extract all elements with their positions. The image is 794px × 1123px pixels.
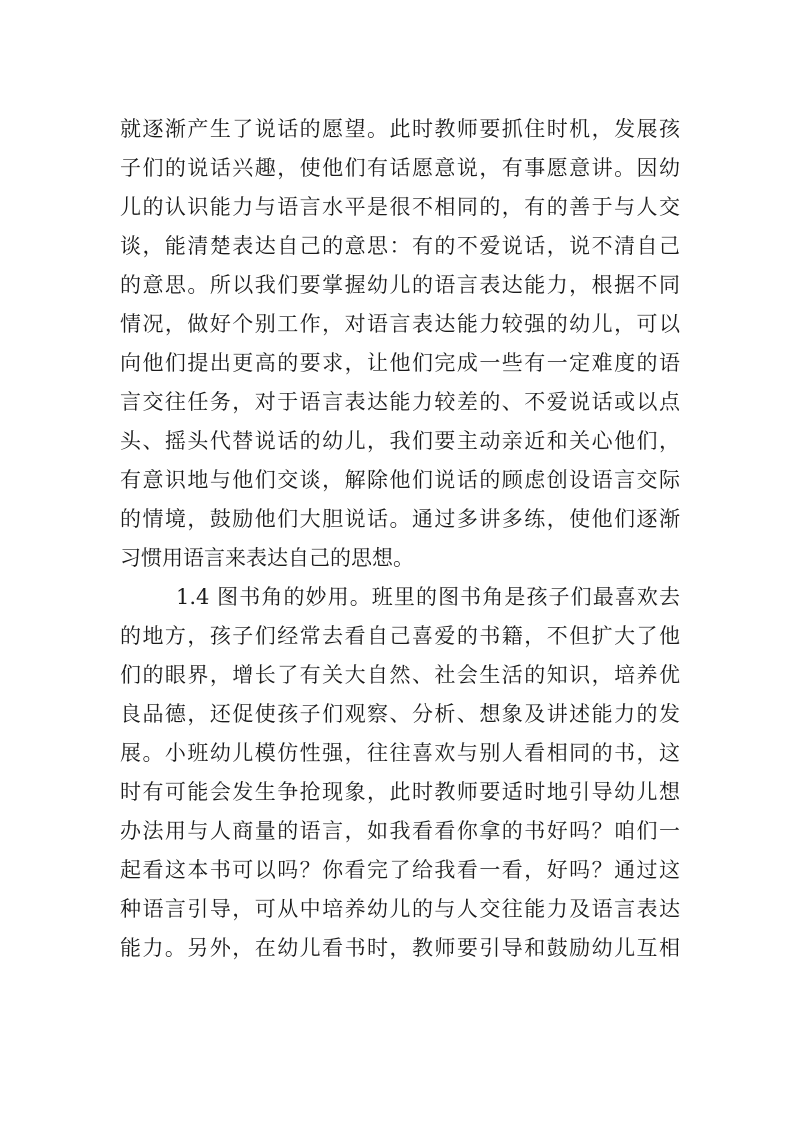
text-line: 的意思。所以我们要掌握幼儿的语言表达能力，根据不同 [120, 273, 680, 297]
text-line: 办法用与人商量的语言，如我看看你拿的书好吗？咱们一 [120, 819, 680, 843]
text-line: 就逐渐产生了说话的愿望。此时教师要抓住时机，发展孩 [120, 117, 680, 141]
text-line: 情况，做好个别工作，对语言表达能力较强的幼儿，可以 [120, 312, 680, 336]
text-line: 展。小班幼儿模仿性强，往往喜欢与别人看相同的书，这 [120, 741, 680, 765]
text-line: 头、摇头代替说话的幼儿，我们要主动亲近和关心他们， [120, 429, 680, 453]
text-line: 良品德，还促使孩子们观察、分析、想象及讲述能力的发 [120, 702, 680, 726]
text-line: 们的眼界，增长了有关大自然、社会生活的知识，培养优 [120, 663, 680, 687]
text-line: 的地方，孩子们经常去看自己喜爱的书籍，不但扩大了他 [120, 624, 680, 648]
text-line: 种语言引导，可从中培养幼儿的与人交往能力及语言表达 [120, 897, 680, 921]
text-line: 言交往任务，对于语言表达能力较差的、不爱说话或以点 [120, 390, 680, 414]
text-line: 子们的说话兴趣，使他们有话愿意说，有事愿意讲。因幼 [120, 156, 680, 180]
section-heading-line: 1.4 图书角的妙用。班里的图书角是孩子们最喜欢去 [176, 585, 680, 609]
text-line: 起看这本书可以吗？你看完了给我看一看，好吗？通过这 [120, 858, 680, 882]
text-line: 向他们提出更高的要求，让他们完成一些有一定难度的语 [120, 351, 680, 375]
text-line: 谈，能清楚表达自己的意思：有的不爱说话，说不清自己 [120, 234, 680, 258]
text-line: 的情境，鼓励他们大胆说话。通过多讲多练，使他们逐渐 [120, 507, 680, 531]
text-line: 时有可能会发生争抢现象，此时教师要适时地引导幼儿想 [120, 780, 680, 804]
text-line: 有意识地与他们交谈，解除他们说话的顾虑创设语言交际 [120, 468, 680, 492]
text-line: 儿的认识能力与语言水平是很不相同的，有的善于与人交 [120, 195, 680, 219]
text-line: 能力。另外，在幼儿看书时，教师要引导和鼓励幼儿互相 [120, 936, 680, 960]
text-line: 习惯用语言来表达自己的思想。 [120, 546, 414, 570]
